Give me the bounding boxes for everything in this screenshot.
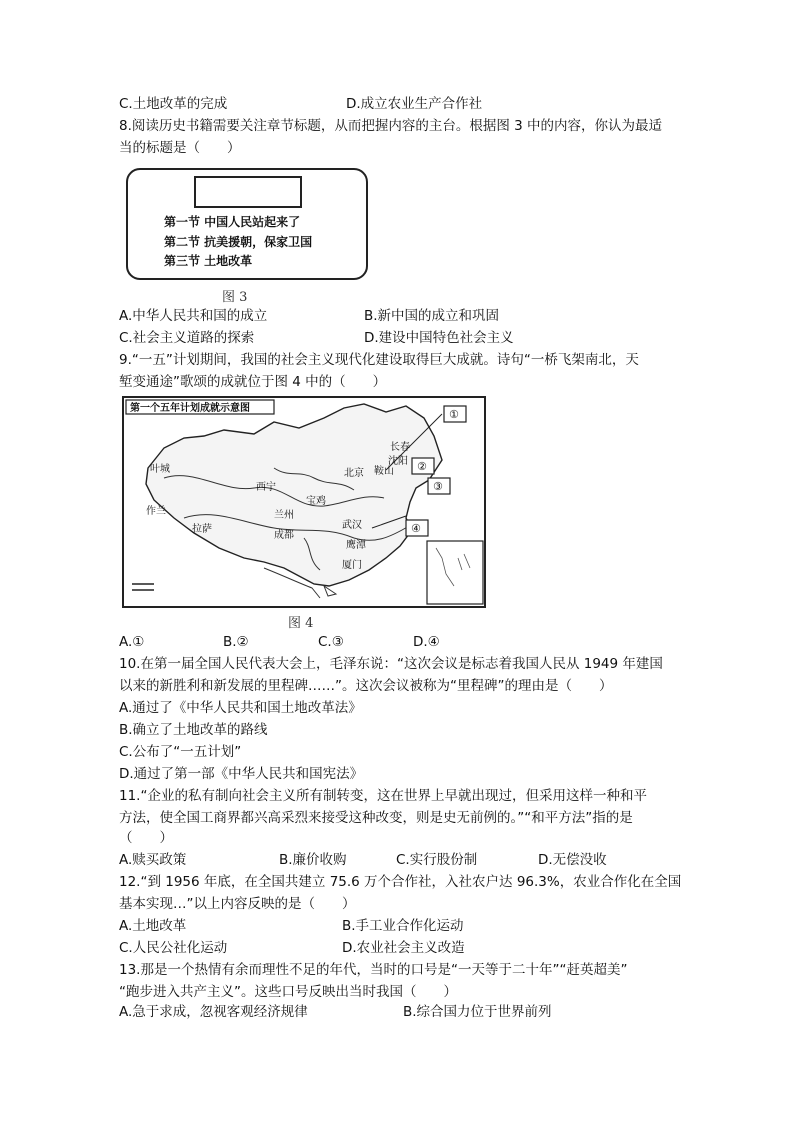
map-label-xiamen: 厦门 (342, 560, 362, 571)
map-title: 第一个五年计划成就示意图 (130, 403, 250, 414)
map-label-yecheng: 叶城 (150, 464, 170, 475)
question-9-option-a: A.① (119, 634, 145, 650)
map-label-shenyang: 沈阳 (388, 456, 408, 467)
map-marker-3: ③ (433, 480, 443, 493)
question-12-option-a: A.土地改革 (119, 918, 187, 934)
question-8-stem-cont: 当的标题是（ ） (119, 140, 241, 156)
figure-3-section-1: 第一节 中国人民站起来了 (164, 215, 301, 229)
map-marker-4: ④ (411, 522, 421, 535)
line-option-c-prev: C.土地改革的完成 (119, 96, 228, 112)
question-8-option-d: D.建设中国特色社会主义 (364, 330, 514, 346)
figure-3-box (126, 168, 368, 280)
question-11-stem-end: （ ） (119, 830, 173, 846)
question-11-option-d: D.无偿没收 (538, 852, 607, 868)
china-map-illustration (124, 398, 484, 606)
map-label-chengdu: 成都 (274, 530, 294, 541)
figure-3-caption: 图 3 (222, 290, 248, 305)
map-label-changchun: 长春 (390, 442, 410, 453)
map-marker-1: ① (449, 408, 459, 421)
map-label-yingtan: 鹰潭 (346, 540, 366, 551)
question-9-option-d: D.④ (413, 634, 440, 650)
line-option-d-prev: D.成立农业生产合作社 (346, 96, 483, 112)
question-13-option-b: B.综合国力位于世界前列 (403, 1004, 552, 1020)
question-8-option-b: B.新中国的成立和巩固 (364, 308, 500, 324)
map-label-beijing: 北京 (344, 468, 364, 479)
question-9-stem-cont: 堑变通途”歌颂的成就位于图 4 中的（ ） (119, 374, 387, 390)
question-12-option-b: B.手工业合作化运动 (342, 918, 464, 934)
map-label-xining: 西宁 (256, 482, 276, 493)
question-11-stem-cont: 方法，使全国工商界都兴高采烈来接受这种改变，则是史无前例的。”“和平方法”指的是 (119, 810, 633, 826)
map-label-tulan: 作兰 (146, 506, 166, 517)
question-12-option-d: D.农业社会主义改造 (342, 940, 465, 956)
question-11-stem: 11.“企业的私有制向社会主义所有制转变，这在世界上早就出现过，但采用这样一种和平 (119, 788, 647, 804)
question-10-option-c: C.公布了“一五计划” (119, 744, 242, 760)
question-9-option-c: C.③ (318, 634, 344, 650)
question-9-stem: 9.“一五”计划期间，我国的社会主义现代化建设取得巨大成就。诗句“一桥飞架南北，天 (119, 352, 639, 368)
figure-4-caption: 图 4 (288, 616, 314, 631)
question-8-option-a: A.中华人民共和国的成立 (119, 308, 268, 324)
map-label-wuhan: 武汉 (342, 520, 362, 531)
question-13-stem: 13.那是一个热情有余而理性不足的年代，当时的口号是“一天等于二十年”“赶英超美” (119, 962, 628, 978)
question-11-option-c: C.实行股份制 (396, 852, 478, 868)
question-10-stem: 10.在第一届全国人民代表大会上，毛泽东说：“这次会议是标志着我国人民从 1949 年建国 (119, 656, 663, 672)
figure-4-map (122, 396, 486, 608)
figure-3-section-3: 第三节 土地改革 (164, 254, 253, 268)
question-11-option-a: A.赎买政策 (119, 852, 187, 868)
question-10-option-a: A.通过了《中华人民共和国土地改革法》 (119, 700, 362, 716)
question-9-option-b: B.② (223, 634, 249, 650)
question-11-option-b: B.廉价收购 (279, 852, 347, 868)
figure-3-section-2: 第二节 抗美援朝，保家卫国 (164, 235, 313, 249)
question-12-stem: 12.“到 1956 年底，在全国共建立 75.6 万个合作社，入社农户达 96.3%，农业合作化在全国 (119, 874, 682, 890)
map-label-anshan: 鞍山 (374, 466, 394, 477)
map-label-lanzhou: 兰州 (274, 510, 294, 521)
question-8-option-c: C.社会主义道路的探索 (119, 330, 255, 346)
question-13-option-a: A.急于求成，忽视客观经济规律 (119, 1004, 308, 1020)
map-label-baoji: 宝鸡 (306, 496, 326, 507)
question-10-option-d: D.通过了第一部《中华人民共和国宪法》 (119, 766, 364, 782)
map-marker-2: ② (417, 460, 427, 473)
question-8-stem: 8.阅读历史书籍需要关注章节标题，从而把握内容的主台。根据图 3 中的内容，你认为最适 (119, 118, 663, 134)
question-10-stem-cont: 以来的新胜利和新发展的里程碑……”。这次会议被称为“里程碑”的理由是（ ） (119, 678, 613, 694)
figure-3-title-box (194, 176, 302, 208)
question-10-option-b: B.确立了土地改革的路线 (119, 722, 268, 738)
question-13-stem-cont: “跑步进入共产主义”。这些口号反映出当时我国（ ） (119, 984, 457, 1000)
question-12-stem-cont: 基本实现…”以上内容反映的是（ ） (119, 896, 356, 912)
map-label-lasa: 拉萨 (192, 524, 212, 535)
question-12-option-c: C.人民公社化运动 (119, 940, 228, 956)
